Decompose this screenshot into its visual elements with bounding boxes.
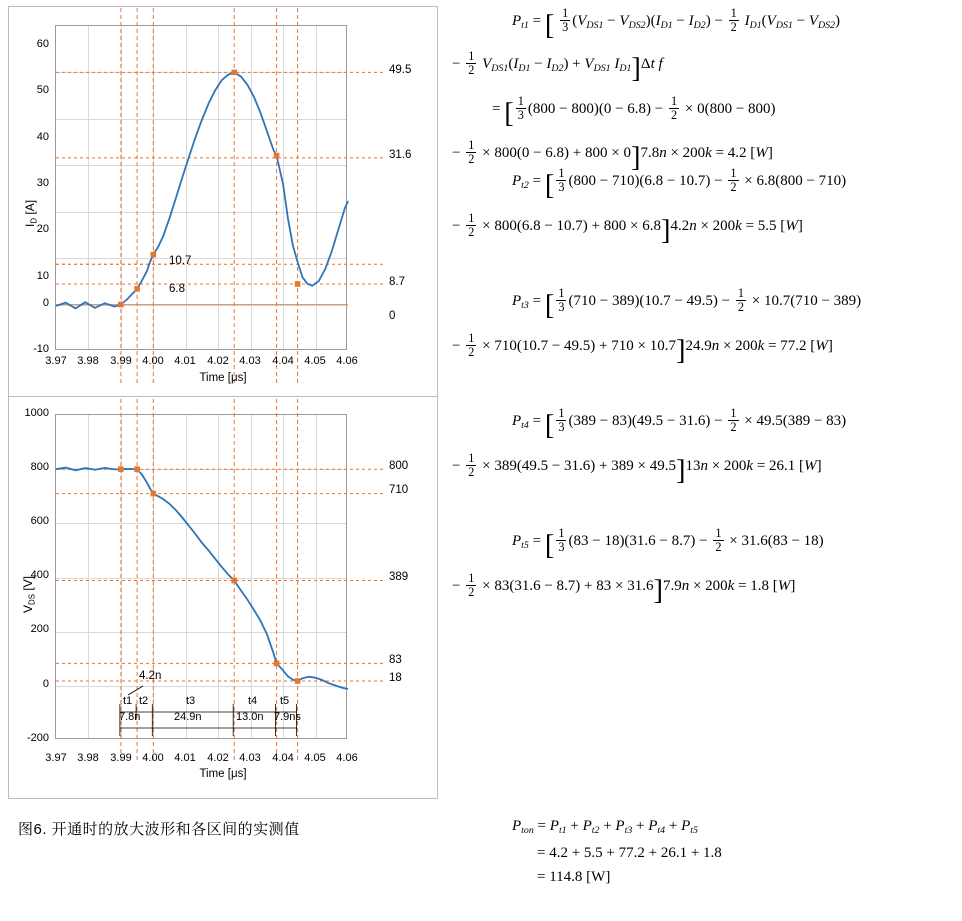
interval-duration-t4: 13.0n: [236, 711, 264, 723]
y-tick-label: -200: [26, 732, 49, 744]
y-tick-label: 50: [36, 84, 49, 96]
equation-pt3: [452, 286, 957, 366]
right-value-label: 389: [389, 571, 409, 583]
y-tick-label: 40: [36, 131, 49, 143]
equation-line: = [ $\frac{1}{3}$ (800 − 800)(0 − 6.8) − $\frac{1}{2}$ × 0(800 − 800): [492, 93, 776, 129]
y-tick-label: 60: [36, 38, 49, 50]
equation-line: − $\frac{1}{2}$ × 389(49.5 − 31.6) + 389 × 49.5]13n × 200k = 26.1 [W]: [452, 450, 822, 486]
x-tick-label: 4.00: [142, 752, 164, 764]
x-tick-label: 3.98: [77, 355, 99, 367]
equation-line: $P_{t5}$ = [ $\frac{1}{3}$ (83 − 18)(31.6 − 8.7) − $\frac{1}{2}$ × 31.6(83 − 18): [512, 526, 824, 561]
y-tick-label: -10: [33, 343, 49, 355]
y-tick-label: 30: [36, 177, 49, 189]
y-tick-label: 400: [30, 569, 49, 581]
pton-total: 114.8 [W]: [549, 869, 611, 886]
y-tick-label: 20: [36, 223, 49, 235]
x-tick-label: 4.03: [239, 355, 261, 367]
equation-line: − $\frac{1}{2}$ × 800(6.8 − 10.7) + 800 × 6.8]4.2n × 200k = 5.5 [W]: [452, 210, 803, 246]
interval-name-t1: t1: [123, 695, 133, 707]
right-value-label: 18: [389, 672, 402, 684]
equation-line: − $\frac{1}{2}$ × 800(0 − 6.8) + 800 × 0]7.8n × 200k = 4.2 [W]: [452, 138, 773, 174]
y-tick-label: 0: [42, 297, 49, 309]
equations-panel: [452, 0, 957, 921]
x-tick-label: 3.97: [45, 752, 67, 764]
interval-name-t4: t4: [248, 695, 258, 707]
y-axis-title: $I_D$ [A]: [23, 199, 39, 227]
right-value-label: 83: [389, 654, 402, 666]
interval-annotations: [55, 414, 355, 744]
y-axis-title: $V_{DS}$ [V]: [21, 575, 37, 613]
inner-value-label: 10.7: [169, 255, 192, 267]
y-tick-label: 600: [30, 515, 49, 527]
equation-line: − $\frac{1}{2}$ $V_{DS1}(I_{D1} - I_{D2}) + V_{DS1}$ $I_{D1}]\Delta t$ f: [452, 48, 663, 84]
x-axis-title: Time [μs]: [199, 372, 247, 384]
right-value-label: 8.7: [389, 276, 405, 288]
equation-line: − $\frac{1}{2}$ × 710(10.7 − 49.5) + 710 × 10.7]24.9n × 200k = 77.2 [W]: [452, 330, 833, 366]
y-tick-label: 800: [30, 461, 49, 473]
x-tick-label: 4.03: [239, 752, 261, 764]
equation-line: $P_{t2}$ = [ $\frac{1}{3}$ (800 − 710)(6.8 − 10.7) − $\frac{1}{2}$ × 6.8(800 − 710): [512, 166, 847, 201]
equation-line: $P_{ton} = P_{t1} + P_{t2} + P_{t3} + P_{t4} + P_{t5}$: [512, 818, 698, 836]
pton-sum-terms: 4.2 + 5.5 + 77.2 + 26.1 + 1.8: [549, 844, 722, 861]
equation-pt4: [452, 406, 957, 486]
x-tick-label: 3.97: [45, 355, 67, 367]
interval-duration-t5: 7.9ns: [274, 711, 301, 723]
figure-caption: 图6. 开通时的放大波形和各区间的实测值: [18, 821, 300, 838]
interval-name-t3: t3: [186, 695, 196, 707]
equation-line: = 4.2 + 5.5 + 77.2 + 26.1 + 1.8: [537, 844, 722, 861]
equation-line: − $\frac{1}{2}$ × 83(31.6 − 8.7) + 83 × 31.6]7.9n × 200k = 1.8 [W]: [452, 570, 796, 606]
equation-pt1: [452, 6, 957, 174]
x-tick-label: 4.02: [207, 752, 229, 764]
current-waveform-chart: [9, 7, 437, 397]
interval-name-t2: t2: [139, 695, 149, 707]
current-plot-area: [55, 25, 347, 350]
x-tick-label: 3.99: [110, 752, 132, 764]
right-value-label: 710: [389, 484, 409, 496]
equation-line: $P_{t1}$ = [ $\frac{1}{3}$ $(V_{DS1} - V_{DS2})(I_{D1} - I_{D2})$ − $\frac{1}{2}$ $I_{D1}(V_{DS1} - V_{DS2})$: [512, 6, 840, 41]
right-value-label: 49.5: [389, 64, 412, 76]
y-tick-label: 200: [30, 623, 49, 635]
right-value-label: 0: [389, 310, 396, 322]
current-waveform-svg: [56, 26, 348, 351]
right-value-label: 800: [389, 460, 409, 472]
y-tick-label: 1000: [24, 407, 49, 419]
equation-line: $P_{t3}$ = [ $\frac{1}{3}$ (710 − 389)(10.7 − 49.5) − $\frac{1}{2}$ × 10.7(710 − 389): [512, 286, 862, 321]
equation-pton: [452, 818, 957, 886]
interval-name-t5: t5: [280, 695, 290, 707]
x-tick-label: 4.01: [174, 752, 196, 764]
equation-pt2: [452, 166, 957, 246]
x-tick-label: 4.02: [207, 355, 229, 367]
equation-line: $P_{t4}$ = [ $\frac{1}{3}$ (389 − 83)(49.5 − 31.6) − $\frac{1}{2}$ × 49.5(389 − 83): [512, 406, 847, 441]
x-tick-label: 4.04: [272, 752, 294, 764]
equation-line: = 114.8 [W]: [537, 869, 611, 886]
x-axis-title: Time [μs]: [199, 768, 247, 780]
x-tick-label: 3.98: [77, 752, 99, 764]
x-tick-label: 4.06: [336, 355, 358, 367]
inner-value-label: 6.8: [169, 283, 185, 295]
interval-duration-t3: 24.9n: [174, 711, 202, 723]
x-tick-label: 4.05: [304, 355, 326, 367]
charts-panel: [8, 6, 438, 799]
x-tick-label: 4.06: [336, 752, 358, 764]
x-tick-label: 4.00: [142, 355, 164, 367]
x-tick-label: 4.01: [174, 355, 196, 367]
equation-pt5: [452, 526, 957, 606]
x-tick-label: 4.05: [304, 752, 326, 764]
x-tick-label: 3.99: [110, 355, 132, 367]
interval-callout-label: 4.2n: [139, 670, 162, 682]
right-value-label: 31.6: [389, 149, 412, 161]
voltage-waveform-chart: [9, 398, 437, 798]
x-tick-label: 4.04: [272, 355, 294, 367]
interval-duration-t1: 7.8n: [119, 711, 141, 723]
y-tick-label: 0: [42, 678, 49, 690]
y-tick-label: 10: [36, 270, 49, 282]
